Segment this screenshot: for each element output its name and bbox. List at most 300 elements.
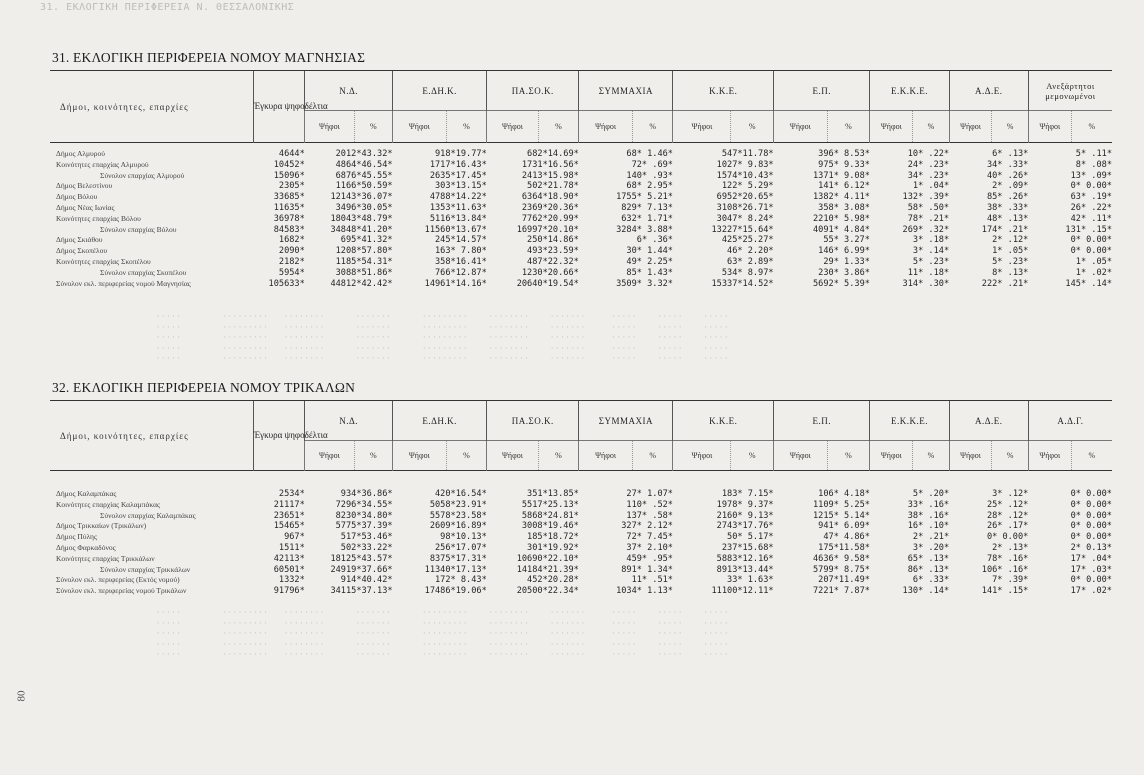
party-result-cell: 547*11.78* bbox=[721, 149, 774, 159]
row-label: Σύνολον επαρχίας Καλαμπάκας bbox=[100, 510, 196, 520]
valid-ballots-cell: 105633* bbox=[268, 278, 305, 289]
table-row bbox=[50, 554, 1112, 565]
percent-subheader: % bbox=[827, 441, 870, 471]
party-result-cell: 1208*57.80* bbox=[335, 246, 393, 257]
party-result-cell: 5775*37.39* bbox=[335, 521, 393, 532]
table-row bbox=[50, 532, 1112, 543]
row-label: Κοινότητες επαρχίας Αλμυρού bbox=[56, 159, 149, 169]
votes-subheader: Ψήφοι bbox=[870, 441, 913, 471]
percent-subheader: % bbox=[538, 441, 579, 471]
party-header-pasok: ΠΑ.ΣΟ.Κ. bbox=[487, 401, 579, 441]
valid-ballots-cell: 2090* bbox=[278, 246, 305, 257]
valid-ballots-cell: 91796* bbox=[273, 586, 305, 597]
table-row bbox=[50, 235, 1112, 246]
party-result-cell: 6* .36* bbox=[636, 235, 673, 246]
percent-subheader: % bbox=[538, 111, 579, 143]
party-result-cell: 13* .09* bbox=[1070, 170, 1112, 181]
table-row bbox=[50, 225, 1112, 236]
party-header-symmaxia: ΣΥΜΜΑΧΙΑ bbox=[579, 71, 673, 111]
party-result-cell: 3509* 3.32* bbox=[616, 278, 673, 289]
party-result-cell: 358* 3.08* bbox=[818, 202, 870, 213]
valid-ballots-cell: 60501* bbox=[273, 564, 305, 575]
party-result-cell: 4864*46.54* bbox=[335, 159, 393, 170]
party-result-cell: 829* 7.13* bbox=[621, 202, 673, 213]
votes-subheader: Ψήφοι bbox=[673, 441, 731, 471]
party-result-cell: 1755* 5.21* bbox=[616, 192, 673, 203]
party-result-cell: 11* .51* bbox=[631, 575, 673, 586]
party-result-cell: 0* 0.00* bbox=[1070, 499, 1112, 510]
party-result-cell: 11100*12.11* bbox=[711, 586, 774, 597]
party-result-cell: 28* .12* bbox=[986, 510, 1029, 521]
party-result-cell: 46* 2.20* bbox=[727, 246, 774, 257]
party-result-cell: 502*33.22* bbox=[340, 542, 393, 553]
party-result-cell: 517*53.46* bbox=[340, 532, 393, 543]
votes-subheader: Ψήφοι bbox=[487, 111, 538, 143]
party-result-cell: 49* 2.25* bbox=[626, 256, 673, 267]
party-result-cell: 256*17.07* bbox=[435, 542, 487, 553]
row-label: Δήμος Καλαμπάκας bbox=[56, 489, 117, 498]
valid-ballots-cell: 4644* bbox=[278, 149, 305, 159]
table-row bbox=[50, 160, 1112, 171]
party-header-edik: Ε.ΔΗ.Κ. bbox=[393, 71, 487, 111]
party-result-cell: 1978* 9.37* bbox=[716, 499, 774, 510]
party-result-cell: 4636* 9.58* bbox=[813, 553, 870, 564]
party-header-independents: Ανεξάρτητοι μεμονωμένοι bbox=[1028, 71, 1112, 111]
party-result-cell: 2743*17.76* bbox=[716, 521, 774, 532]
party-result-cell: 2* .12* bbox=[992, 235, 1029, 246]
party-result-cell: 40* .26* bbox=[986, 170, 1029, 181]
party-result-cell: 8375*17.31* bbox=[429, 553, 487, 564]
table-row bbox=[50, 521, 1112, 532]
valid-ballots-cell: 23651* bbox=[273, 510, 305, 521]
party-result-cell: 10* .22* bbox=[907, 149, 950, 159]
table-row bbox=[50, 203, 1112, 214]
party-result-cell: 132* .39* bbox=[902, 192, 950, 203]
votes-subheader: Ψήφοι bbox=[393, 111, 447, 143]
valid-ballots-cell: 21117* bbox=[273, 499, 305, 510]
party-result-cell: 110* .52* bbox=[626, 499, 673, 510]
party-result-cell: 20640*19.54* bbox=[516, 278, 579, 289]
section-title: 31. ΕΚΛΟΓΙΚΗ ΠΕΡΙΦΕΡΕΙΑ ΝΟΜΟΥ ΜΑΓΝΗΣΙΑΣ bbox=[52, 50, 366, 65]
party-result-cell: 269* .32* bbox=[902, 224, 950, 235]
party-result-cell: 24* .23* bbox=[907, 159, 950, 170]
party-result-cell: 1382* 4.11* bbox=[813, 192, 870, 203]
party-result-cell: 175*11.58* bbox=[818, 542, 870, 553]
party-result-cell: 1027* 9.83* bbox=[716, 159, 774, 170]
party-result-cell: 63* 2.89* bbox=[727, 256, 774, 267]
party-result-cell: 918*19.77* bbox=[435, 149, 487, 159]
party-result-cell: 85* 1.43* bbox=[626, 267, 673, 278]
party-result-cell: 3088*51.86* bbox=[335, 267, 393, 278]
party-result-cell: 6952*20.65* bbox=[716, 192, 774, 203]
party-result-cell: 50* 5.17* bbox=[727, 532, 774, 543]
table-row bbox=[50, 489, 1112, 500]
table-row bbox=[50, 214, 1112, 225]
valid-ballots-cell: 1511* bbox=[278, 542, 305, 553]
row-label: Σύνολον επαρχίας Βόλου bbox=[100, 224, 177, 234]
party-result-cell: 8230*34.80* bbox=[335, 510, 393, 521]
party-result-cell: 72* .69* bbox=[631, 159, 673, 170]
party-result-cell: 5517*25.13* bbox=[521, 499, 579, 510]
party-result-cell: 425*25.27* bbox=[721, 235, 774, 246]
party-result-cell: 1215* 5.14* bbox=[813, 510, 870, 521]
row-label: Δήμος Τρικκαίων (Τρικάλων) bbox=[56, 521, 147, 531]
valid-ballots-cell: 33685* bbox=[273, 192, 305, 203]
party-result-cell: 1230*20.66* bbox=[521, 267, 579, 278]
votes-subheader: Ψήφοι bbox=[305, 111, 354, 143]
valid-ballots-header: Έγκυρα ψηφοδέλτια bbox=[253, 71, 304, 143]
party-header-ep: Ε.Π. bbox=[774, 71, 870, 111]
party-result-cell: 29* 1.33* bbox=[823, 256, 870, 267]
votes-subheader: Ψήφοι bbox=[949, 111, 992, 143]
party-result-cell: 891* 1.34* bbox=[621, 564, 673, 575]
party-header-pasok: ΠΑ.ΣΟ.Κ. bbox=[487, 71, 579, 111]
party-result-cell: 1353*11.63* bbox=[429, 202, 487, 213]
valid-ballots-cell: 11635* bbox=[273, 202, 305, 213]
party-result-cell: 183* 7.15* bbox=[721, 489, 774, 499]
party-result-cell: 58* .50* bbox=[907, 202, 950, 213]
party-result-cell: 14184*21.39* bbox=[516, 564, 579, 575]
party-result-cell: 5* .20* bbox=[912, 489, 950, 499]
percent-subheader: % bbox=[1071, 441, 1112, 471]
valid-ballots-cell: 42113* bbox=[273, 553, 305, 564]
valid-ballots-cell: 1332* bbox=[278, 575, 305, 586]
party-result-cell: 1* .04* bbox=[912, 181, 950, 192]
party-result-cell: 13227*15.64* bbox=[711, 224, 774, 235]
valid-ballots-header: Έγκυρα ψηφοδέλτια bbox=[253, 401, 304, 471]
party-result-cell: 222* .21* bbox=[981, 278, 1029, 289]
party-result-cell: 85* .26* bbox=[986, 192, 1029, 203]
party-result-cell: 1166*50.59* bbox=[335, 181, 393, 192]
percent-subheader: % bbox=[913, 441, 949, 471]
party-result-cell: 396* 8.53* bbox=[818, 149, 870, 159]
row-label: Σύνολον επαρχίας Σκοπέλου bbox=[100, 267, 187, 277]
party-result-cell: 130* .14* bbox=[902, 586, 950, 597]
party-result-cell: 141* .15* bbox=[981, 586, 1029, 597]
party-result-cell: 487*22.32* bbox=[527, 256, 579, 267]
party-result-cell: 2* .09* bbox=[992, 181, 1029, 192]
party-result-cell: 5058*23.91* bbox=[429, 499, 487, 510]
party-result-cell: 3* .12* bbox=[992, 489, 1029, 499]
percent-subheader: % bbox=[632, 111, 673, 143]
party-result-cell: 3108*26.71* bbox=[716, 202, 774, 213]
row-label: Δήμος Βόλου bbox=[56, 192, 98, 202]
valid-ballots-cell: 2305* bbox=[278, 181, 305, 192]
party-result-cell: 301*19.92* bbox=[527, 542, 579, 553]
party-result-cell: 3284* 3.88* bbox=[616, 224, 673, 235]
party-result-cell: 33* .16* bbox=[907, 499, 950, 510]
percent-subheader: % bbox=[354, 441, 393, 471]
party-result-cell: 1* .05* bbox=[992, 246, 1029, 257]
party-result-cell: 3496*30.05* bbox=[335, 202, 393, 213]
party-result-cell: 6876*45.55* bbox=[335, 170, 393, 181]
party-result-cell: 941* 6.09* bbox=[818, 521, 870, 532]
party-result-cell: 8* .13* bbox=[992, 267, 1029, 278]
party-result-cell: 34848*41.20* bbox=[330, 224, 393, 235]
percent-subheader: % bbox=[354, 111, 393, 143]
party-result-cell: 38* .33* bbox=[986, 202, 1029, 213]
party-result-cell: 14961*14.16* bbox=[424, 278, 487, 289]
party-result-cell: 106* .16* bbox=[981, 564, 1029, 575]
votes-subheader: Ψήφοι bbox=[673, 111, 731, 143]
percent-subheader: % bbox=[913, 111, 949, 143]
row-label: Κοινότητες επαρχίας Καλαμπάκας bbox=[56, 499, 160, 509]
party-result-cell: 146* 6.99* bbox=[818, 246, 870, 257]
party-result-cell: 34* .23* bbox=[907, 170, 950, 181]
party-result-cell: 632* 1.71* bbox=[621, 213, 673, 224]
party-result-cell: 30* 1.44* bbox=[626, 246, 673, 257]
votes-subheader: Ψήφοι bbox=[305, 441, 354, 471]
party-header-nd: Ν.Δ. bbox=[305, 401, 393, 441]
party-result-cell: 3* .18* bbox=[912, 235, 950, 246]
table-row bbox=[50, 192, 1112, 203]
party-header-edik: Ε.ΔΗ.Κ. bbox=[393, 401, 487, 441]
party-result-cell: 18043*48.79* bbox=[330, 213, 393, 224]
party-result-cell: 502*21.78* bbox=[527, 181, 579, 192]
party-result-cell: 11340*17.13* bbox=[424, 564, 487, 575]
votes-subheader: Ψήφοι bbox=[1028, 111, 1071, 143]
row-label: Δήμος Βελεστίνου bbox=[56, 181, 113, 191]
party-header-kke: Κ.Κ.Ε. bbox=[673, 401, 774, 441]
party-result-cell: 459* .95* bbox=[626, 553, 673, 564]
party-result-cell: 25* .12* bbox=[986, 499, 1029, 510]
row-label: Δήμος Αλμυρού bbox=[56, 149, 105, 158]
party-result-cell: 6364*18.90* bbox=[521, 192, 579, 203]
percent-subheader: % bbox=[827, 111, 870, 143]
valid-ballots-cell: 15096* bbox=[273, 170, 305, 181]
party-header-ep: Ε.Π. bbox=[774, 401, 870, 441]
party-result-cell: 16* .10* bbox=[907, 521, 950, 532]
party-result-cell: 0* 0.00* bbox=[1070, 235, 1112, 246]
party-result-cell: 7221* 7.87* bbox=[813, 586, 870, 597]
party-result-cell: 17* .03* bbox=[1070, 564, 1112, 575]
party-result-cell: 7* .39* bbox=[992, 575, 1029, 586]
row-label: Σύνολον εκλ. περιφερείας νομού Μαγνησίας bbox=[56, 278, 191, 288]
percent-subheader: % bbox=[992, 441, 1028, 471]
party-result-cell: 934*36.86* bbox=[340, 489, 393, 499]
percent-subheader: % bbox=[446, 441, 487, 471]
party-result-cell: 0* 0.00* bbox=[1070, 181, 1112, 192]
table-row bbox=[50, 171, 1112, 182]
row-header: Δήμοι, κοινότητες, επαρχίες bbox=[50, 401, 253, 471]
table-row bbox=[50, 565, 1112, 576]
percent-subheader: % bbox=[446, 111, 487, 143]
party-result-cell: 207*11.49* bbox=[818, 575, 870, 586]
party-result-cell: 5* .23* bbox=[912, 256, 950, 267]
votes-subheader: Ψήφοι bbox=[774, 441, 828, 471]
party-header-ade: Α.Δ.Ε. bbox=[949, 401, 1028, 441]
party-result-cell: 4788*14.22* bbox=[429, 192, 487, 203]
row-label: Σύνολον επαρχίας Αλμυρού bbox=[100, 170, 185, 180]
party-result-cell: 55* 3.27* bbox=[823, 235, 870, 246]
party-result-cell: 34115*37.13* bbox=[330, 586, 393, 597]
party-result-cell: 975* 9.33* bbox=[818, 159, 870, 170]
party-result-cell: 172* 8.43* bbox=[435, 575, 487, 586]
party-result-cell: 27* 1.07* bbox=[626, 489, 673, 499]
party-result-cell: 0* 0.00* bbox=[1070, 246, 1112, 257]
party-result-cell: 5883*12.16* bbox=[716, 553, 774, 564]
party-result-cell: 11560*13.67* bbox=[424, 224, 487, 235]
party-result-cell: 24919*37.66* bbox=[330, 564, 393, 575]
table-row bbox=[50, 511, 1112, 522]
party-result-cell: 452*20.28* bbox=[527, 575, 579, 586]
party-result-cell: 420*16.54* bbox=[435, 489, 487, 499]
party-result-cell: 2369*20.36* bbox=[521, 202, 579, 213]
votes-subheader: Ψήφοι bbox=[1028, 441, 1071, 471]
party-result-cell: 682*14.69* bbox=[527, 149, 579, 159]
party-result-cell: 1034* 1.13* bbox=[616, 586, 673, 597]
table-row bbox=[50, 543, 1112, 554]
row-label: Δήμος Νέας Ιωνίας bbox=[56, 202, 115, 212]
table-row bbox=[50, 149, 1112, 160]
party-result-cell: 695*41.32* bbox=[340, 235, 393, 246]
party-result-cell: 351*13.85* bbox=[527, 489, 579, 499]
party-result-cell: 1574*10.43* bbox=[716, 170, 774, 181]
party-result-cell: 2210* 5.98* bbox=[813, 213, 870, 224]
party-result-cell: 8913*13.44* bbox=[716, 564, 774, 575]
party-result-cell: 78* .21* bbox=[907, 213, 950, 224]
party-header-ade: Α.Δ.Ε. bbox=[949, 71, 1028, 111]
party-result-cell: 1731*16.56* bbox=[521, 159, 579, 170]
party-result-cell: 2* 0.13* bbox=[1070, 542, 1112, 553]
party-result-cell: 5868*24.81* bbox=[521, 510, 579, 521]
party-result-cell: 5* .23* bbox=[992, 256, 1029, 267]
row-label: Σύνολον εκλ. περιφερείας (Εκτός νομού) bbox=[56, 575, 180, 585]
party-result-cell: 5* .11* bbox=[1075, 149, 1112, 159]
results-table bbox=[50, 400, 1112, 597]
bleed-through-text: 31. ΕΚΛΟΓΙΚΗ ΠΕΡΙΦΕΡΕΙΑ Ν. ΘΕΣΣΑΛΟΝΙΚΗΣ bbox=[40, 2, 295, 13]
party-result-cell: 2* .21* bbox=[912, 532, 950, 543]
party-result-cell: 5578*23.58* bbox=[429, 510, 487, 521]
party-result-cell: 0* 0.00* bbox=[1070, 489, 1112, 499]
valid-ballots-cell: 2182* bbox=[278, 256, 305, 267]
percent-subheader: % bbox=[632, 441, 673, 471]
party-result-cell: 72* 7.45* bbox=[626, 532, 673, 543]
party-result-cell: 303*13.15* bbox=[435, 181, 487, 192]
party-result-cell: 17486*19.06* bbox=[424, 586, 487, 597]
bleed-through-area: ····· ········· ········ ······· ········· ········ ······· ····· ····· ····· ····· ········· ········ ······· ········· ········ ······· ····· ····· ····· ····· ········· ········ ······· ········· ········ ······· ····· ····· ····· ····· ········· ········ ······· ········· ········ ······· ····· ····· ····· ····· ········· ········ ······· ········· ········ ······· ····· ····· ····· bbox=[155, 608, 729, 660]
party-result-cell: 68* 2.95* bbox=[626, 181, 673, 192]
party-result-cell: 20500*22.34* bbox=[516, 586, 579, 597]
party-result-cell: 0* 0.00* bbox=[1070, 510, 1112, 521]
votes-subheader: Ψήφοι bbox=[774, 111, 828, 143]
party-result-cell: 5799* 8.75* bbox=[813, 564, 870, 575]
party-result-cell: 914*40.42* bbox=[340, 575, 393, 586]
party-result-cell: 5116*13.84* bbox=[429, 213, 487, 224]
row-label: Κοινότητες επαρχίας Βόλου bbox=[56, 213, 141, 223]
party-result-cell: 8* .08* bbox=[1075, 159, 1112, 170]
row-label: Δήμος Πύλης bbox=[56, 532, 97, 542]
party-result-cell: 7296*34.55* bbox=[335, 499, 393, 510]
bleed-through-area: ····· ········· ········ ······· ········· ········ ······· ····· ····· ····· ····· ········· ········ ······· ········· ········ ······· ····· ····· ····· ····· ········· ········ ······· ········· ········ ······· ····· ····· ····· ····· ········· ········ ······· ········· ········ ······· ····· ····· ····· ····· ········· ········ ······· ········· ········ ······· ····· ····· ····· bbox=[155, 312, 729, 364]
party-result-cell: 0* 0.00* bbox=[1070, 575, 1112, 586]
party-result-cell: 48* .13* bbox=[986, 213, 1029, 224]
party-result-cell: 33* 1.63* bbox=[727, 575, 774, 586]
valid-ballots-cell: 967* bbox=[284, 532, 305, 543]
votes-subheader: Ψήφοι bbox=[393, 441, 447, 471]
party-result-cell: 358*16.41* bbox=[435, 256, 487, 267]
section-magnesia bbox=[40, 50, 1112, 289]
party-result-cell: 26* .17* bbox=[986, 521, 1029, 532]
row-label: Κοινότητες επαρχίας Σκοπέλου bbox=[56, 256, 151, 266]
party-result-cell: 534* 8.97* bbox=[721, 267, 774, 278]
party-header-ekke: Ε.Κ.Κ.Ε. bbox=[870, 401, 949, 441]
valid-ballots-cell: 2534* bbox=[278, 489, 305, 499]
votes-subheader: Ψήφοι bbox=[870, 111, 913, 143]
party-result-cell: 78* .16* bbox=[986, 553, 1029, 564]
party-result-cell: 2609*16.89* bbox=[429, 521, 487, 532]
party-result-cell: 493*23.59* bbox=[527, 246, 579, 257]
party-header-nd: Ν.Δ. bbox=[305, 71, 393, 111]
percent-subheader: % bbox=[1071, 111, 1112, 143]
party-result-cell: 5692* 5.39* bbox=[813, 278, 870, 289]
party-result-cell: 0* 0.00* bbox=[1070, 521, 1112, 532]
party-result-cell: 47* 4.86* bbox=[823, 532, 870, 543]
party-result-cell: 0* 0.00* bbox=[1070, 532, 1112, 543]
valid-ballots-cell: 1682* bbox=[278, 235, 305, 246]
party-result-cell: 141* 6.12* bbox=[818, 181, 870, 192]
party-result-cell: 137* .58* bbox=[626, 510, 673, 521]
row-label: Σύνολον επαρχίας Τρικκάλων bbox=[100, 564, 191, 574]
party-result-cell: 131* .15* bbox=[1065, 224, 1112, 235]
table-row bbox=[50, 586, 1112, 597]
row-label: Δήμος Σκοπέλου bbox=[56, 246, 108, 256]
section-trikala bbox=[40, 380, 1112, 597]
party-result-cell: 245*14.57* bbox=[435, 235, 487, 246]
valid-ballots-cell: 10452* bbox=[273, 159, 305, 170]
percent-subheader: % bbox=[731, 441, 774, 471]
row-label: Δήμος Σκιάθου bbox=[56, 235, 103, 245]
party-result-cell: 3047* 8.24* bbox=[716, 213, 774, 224]
party-result-cell: 106* 4.18* bbox=[818, 489, 870, 499]
party-result-cell: 140* .93* bbox=[626, 170, 673, 181]
party-result-cell: 34* .33* bbox=[986, 159, 1029, 170]
party-result-cell: 16997*20.10* bbox=[516, 224, 579, 235]
party-result-cell: 2635*17.45* bbox=[429, 170, 487, 181]
party-header-ekke: Ε.Κ.Κ.Ε. bbox=[870, 71, 949, 111]
party-result-cell: 3008*19.46* bbox=[521, 521, 579, 532]
valid-ballots-cell: 36978* bbox=[273, 213, 305, 224]
party-result-cell: 1* .05* bbox=[1075, 256, 1112, 267]
party-result-cell: 230* 3.86* bbox=[818, 267, 870, 278]
party-result-cell: 42* .11* bbox=[1070, 213, 1112, 224]
party-result-cell: 15337*14.52* bbox=[711, 278, 774, 289]
party-result-cell: 163* 7.80* bbox=[435, 246, 487, 257]
results-table bbox=[50, 70, 1112, 289]
party-result-cell: 86* .13* bbox=[907, 564, 950, 575]
table-body bbox=[50, 489, 1112, 597]
party-result-cell: 68* 1.46* bbox=[626, 149, 673, 159]
party-result-cell: 2413*15.98* bbox=[521, 170, 579, 181]
party-result-cell: 314* .30* bbox=[902, 278, 950, 289]
party-header-adg: Α.Δ.Γ. bbox=[1028, 401, 1112, 441]
votes-subheader: Ψήφοι bbox=[949, 441, 992, 471]
party-result-cell: 145* .14* bbox=[1065, 278, 1112, 289]
party-result-cell: 65* .13* bbox=[907, 553, 950, 564]
party-result-cell: 1* .02* bbox=[1075, 267, 1112, 278]
party-result-cell: 3* .20* bbox=[912, 542, 950, 553]
page-number: 80 bbox=[15, 690, 28, 702]
votes-subheader: Ψήφοι bbox=[579, 111, 633, 143]
party-result-cell: 7762*20.99* bbox=[521, 213, 579, 224]
party-result-cell: 63* .19* bbox=[1070, 192, 1112, 203]
party-result-cell: 250*14.86* bbox=[527, 235, 579, 246]
party-result-cell: 2* .13* bbox=[992, 542, 1029, 553]
party-result-cell: 174* .21* bbox=[981, 224, 1029, 235]
party-result-cell: 766*12.87* bbox=[435, 267, 487, 278]
votes-subheader: Ψήφοι bbox=[579, 441, 633, 471]
row-label: Κοινότητες επαρχίας Τρικκάλων bbox=[56, 553, 155, 563]
